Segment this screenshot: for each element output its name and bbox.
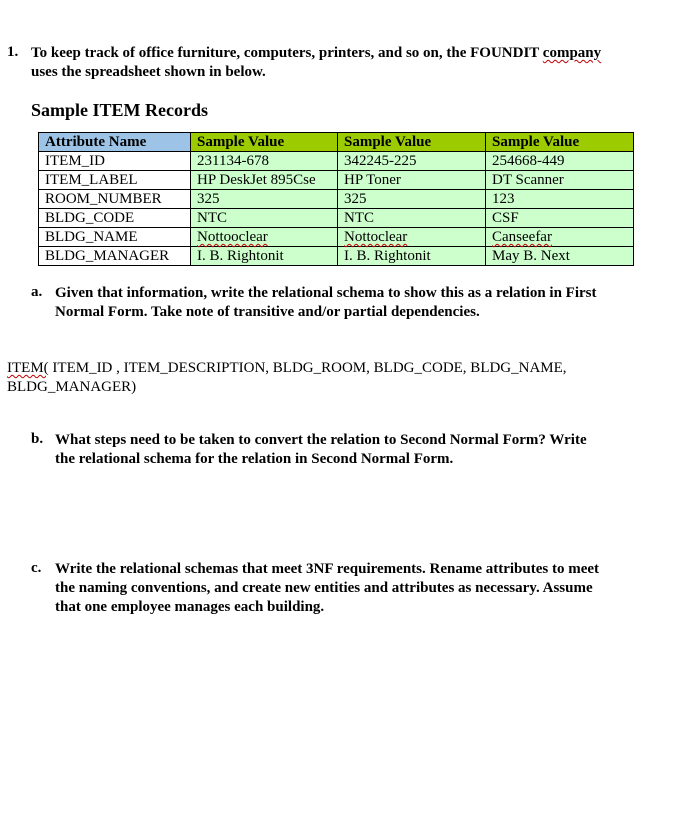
part-a-line2: Normal Form. Take note of transitive and/or partial dependencies. [55,304,480,320]
table-cell-text: Nottoclear [344,229,408,245]
table-cell: ITEM_LABEL [39,171,191,190]
table-cell: 254668-449 [486,152,634,171]
column-header: Sample Value [486,133,634,152]
answer-a-line2: BLDG_MANAGER) [7,379,137,395]
table-row [39,209,634,228]
table-cell [191,228,338,247]
answer-a-rest: ITEM_ID , ITEM_DESCRIPTION, BLDG_ROOM, BLDG_CODE, BLDG_NAME, [48,360,567,376]
table-cell: ITEM_ID [39,152,191,171]
part-c-label: c. [31,560,42,576]
table-cell: May B. Next [486,247,634,266]
table-cell: 325 [191,190,338,209]
table-cell [191,171,338,190]
column-header: Sample Value [338,133,486,152]
table-cell-text: Nottooclear [197,229,268,245]
part-c-line3: that one employee manages each building. [55,599,325,615]
answer-a-prefix: ITEM( [7,360,49,376]
table-row [39,190,634,209]
part-a-line1: Given that information, write the relational schema to show this as a relation in First [55,285,597,301]
part-c-text [55,560,645,617]
part-a-label: a. [31,284,43,300]
table-cell: 325 [338,190,486,209]
table-cell: I. B. Rightonit [191,247,338,266]
section-heading: Sample ITEM Records [31,100,208,120]
table-cell: 123 [486,190,634,209]
table-cell [338,228,486,247]
table-cell-text: HP DeskJet 895Cse [197,172,316,188]
part-c-line1: Write the relational schemas that meet 3NF requirements. Rename attributes to meet [55,561,600,577]
table-cell: 231134-678 [191,152,338,171]
table-row [39,171,634,190]
table-cell: BLDG_MANAGER [39,247,191,266]
table-cell-text: Canseefar [492,229,552,245]
table-cell: NTC [191,209,338,228]
table-cell: BLDG_NAME [39,228,191,247]
table-cell: BLDG_CODE [39,209,191,228]
table-header-row [39,133,634,152]
item-records-table [38,132,634,266]
table-row [39,247,634,266]
column-header: Sample Value [191,133,338,152]
part-b-line2: the relational schema for the relation in Second Normal Form. [55,451,454,467]
table-cell: ROOM_NUMBER [39,190,191,209]
question-text-part1: To keep track of office furniture, computers, printers, and so on, the FOUNDIT [31,45,543,61]
table-row [39,228,634,247]
part-c-line2: the naming conventions, and create new entities and attributes as necessary. Assume [55,580,593,596]
question-text [31,44,641,82]
table-cell: DT Scanner [486,171,634,190]
part-b-label: b. [31,431,44,447]
answer-a [7,359,632,397]
column-header: Attribute Name [39,133,191,152]
table-row [39,152,634,171]
table-cell [486,228,634,247]
part-b-text [55,431,645,469]
table-cell: NTC [338,209,486,228]
table-cell: 342245-225 [338,152,486,171]
question-text-line2: uses the spreadsheet shown in below. [31,64,266,80]
question-text-company: company [542,45,602,61]
table-cell: CSF [486,209,634,228]
question-number: 1. [7,44,19,60]
table-cell: I. B. Rightonit [338,247,486,266]
part-a-text [55,284,645,322]
table-cell: HP Toner [338,171,486,190]
part-b-line1: What steps need to be taken to convert the relation to Second Normal Form? Write [55,432,587,448]
